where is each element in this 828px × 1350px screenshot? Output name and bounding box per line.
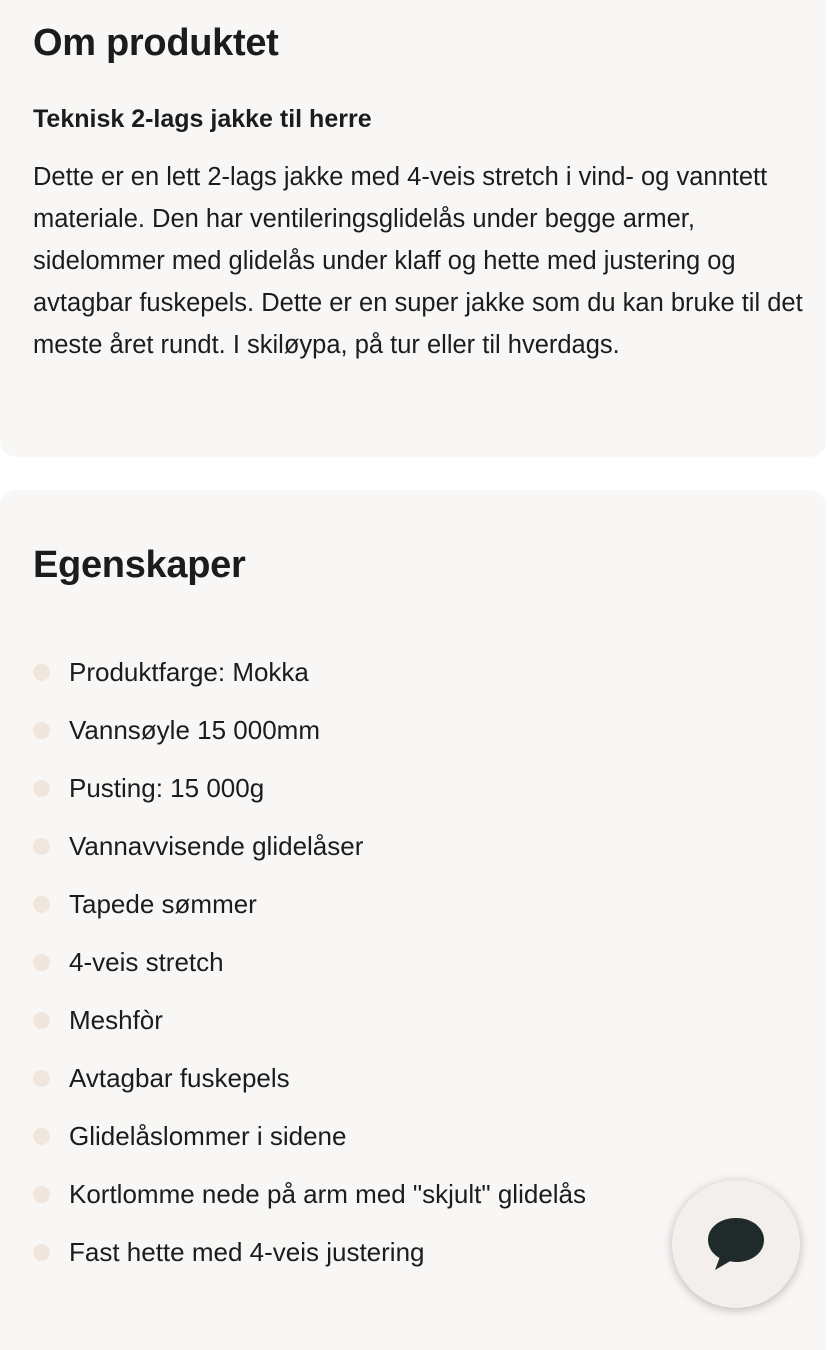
feature-item	[33, 875, 586, 933]
feature-item	[33, 991, 586, 1049]
feature-label: Tapede sømmer	[69, 888, 257, 919]
feature-item	[33, 701, 586, 759]
feature-item	[33, 643, 586, 701]
about-description: Dette er en lett 2-lags jakke med 4-veis stretch i vind- og vanntett materiale. Den har ventileringsglidelås under begge armer, sidelommer med glidelås under klaff og hette med justering og avtagbar fuskepels. Dette er en super jakke som du kan bruke til det meste året rundt. I skiløypa, på tur eller til hverdags.	[33, 163, 803, 359]
feature-item	[33, 933, 586, 991]
feature-item	[33, 1107, 586, 1165]
bullet-dot-icon	[33, 1244, 50, 1261]
feature-item	[33, 1049, 586, 1107]
feature-item	[33, 817, 586, 875]
about-product-card	[0, 0, 826, 457]
bullet-dot-icon	[33, 896, 50, 913]
bullet-dot-icon	[33, 1012, 50, 1029]
bullet-dot-icon	[33, 1186, 50, 1203]
bullet-dot-icon	[33, 780, 50, 797]
feature-label: Vannavvisende glidelåser	[69, 830, 364, 861]
bullet-dot-icon	[33, 722, 50, 739]
feature-label: Glidelåslommer i sidene	[69, 1120, 347, 1151]
bullet-dot-icon	[33, 954, 50, 971]
feature-label: Kortlomme nede på arm med "skjult" glidelås	[69, 1178, 587, 1209]
bullet-dot-icon	[33, 1128, 50, 1145]
feature-label: Pusting: 15 000g	[69, 772, 265, 803]
features-title: Egenskaper	[33, 544, 246, 586]
chat-bubble-icon	[706, 1216, 766, 1272]
feature-label: Avtagbar fuskepels	[69, 1062, 290, 1093]
feature-label: Vannsøyle 15 000mm	[69, 714, 320, 745]
feature-item	[33, 759, 586, 817]
bullet-dot-icon	[33, 838, 50, 855]
feature-label: Produktfarge: Mokka	[69, 656, 309, 687]
feature-list	[33, 643, 586, 1281]
feature-item	[33, 1165, 586, 1223]
feature-label: Meshfòr	[69, 1004, 163, 1035]
bullet-dot-icon	[33, 664, 50, 681]
about-title: Om produktet	[33, 22, 279, 64]
feature-label: Fast hette med 4-veis justering	[69, 1236, 425, 1267]
bullet-dot-icon	[33, 1070, 50, 1087]
about-subtitle: Teknisk 2-lags jakke til herre	[33, 105, 372, 133]
feature-label: 4-veis stretch	[69, 946, 224, 977]
chat-button[interactable]	[672, 1180, 800, 1308]
feature-item	[33, 1223, 586, 1281]
